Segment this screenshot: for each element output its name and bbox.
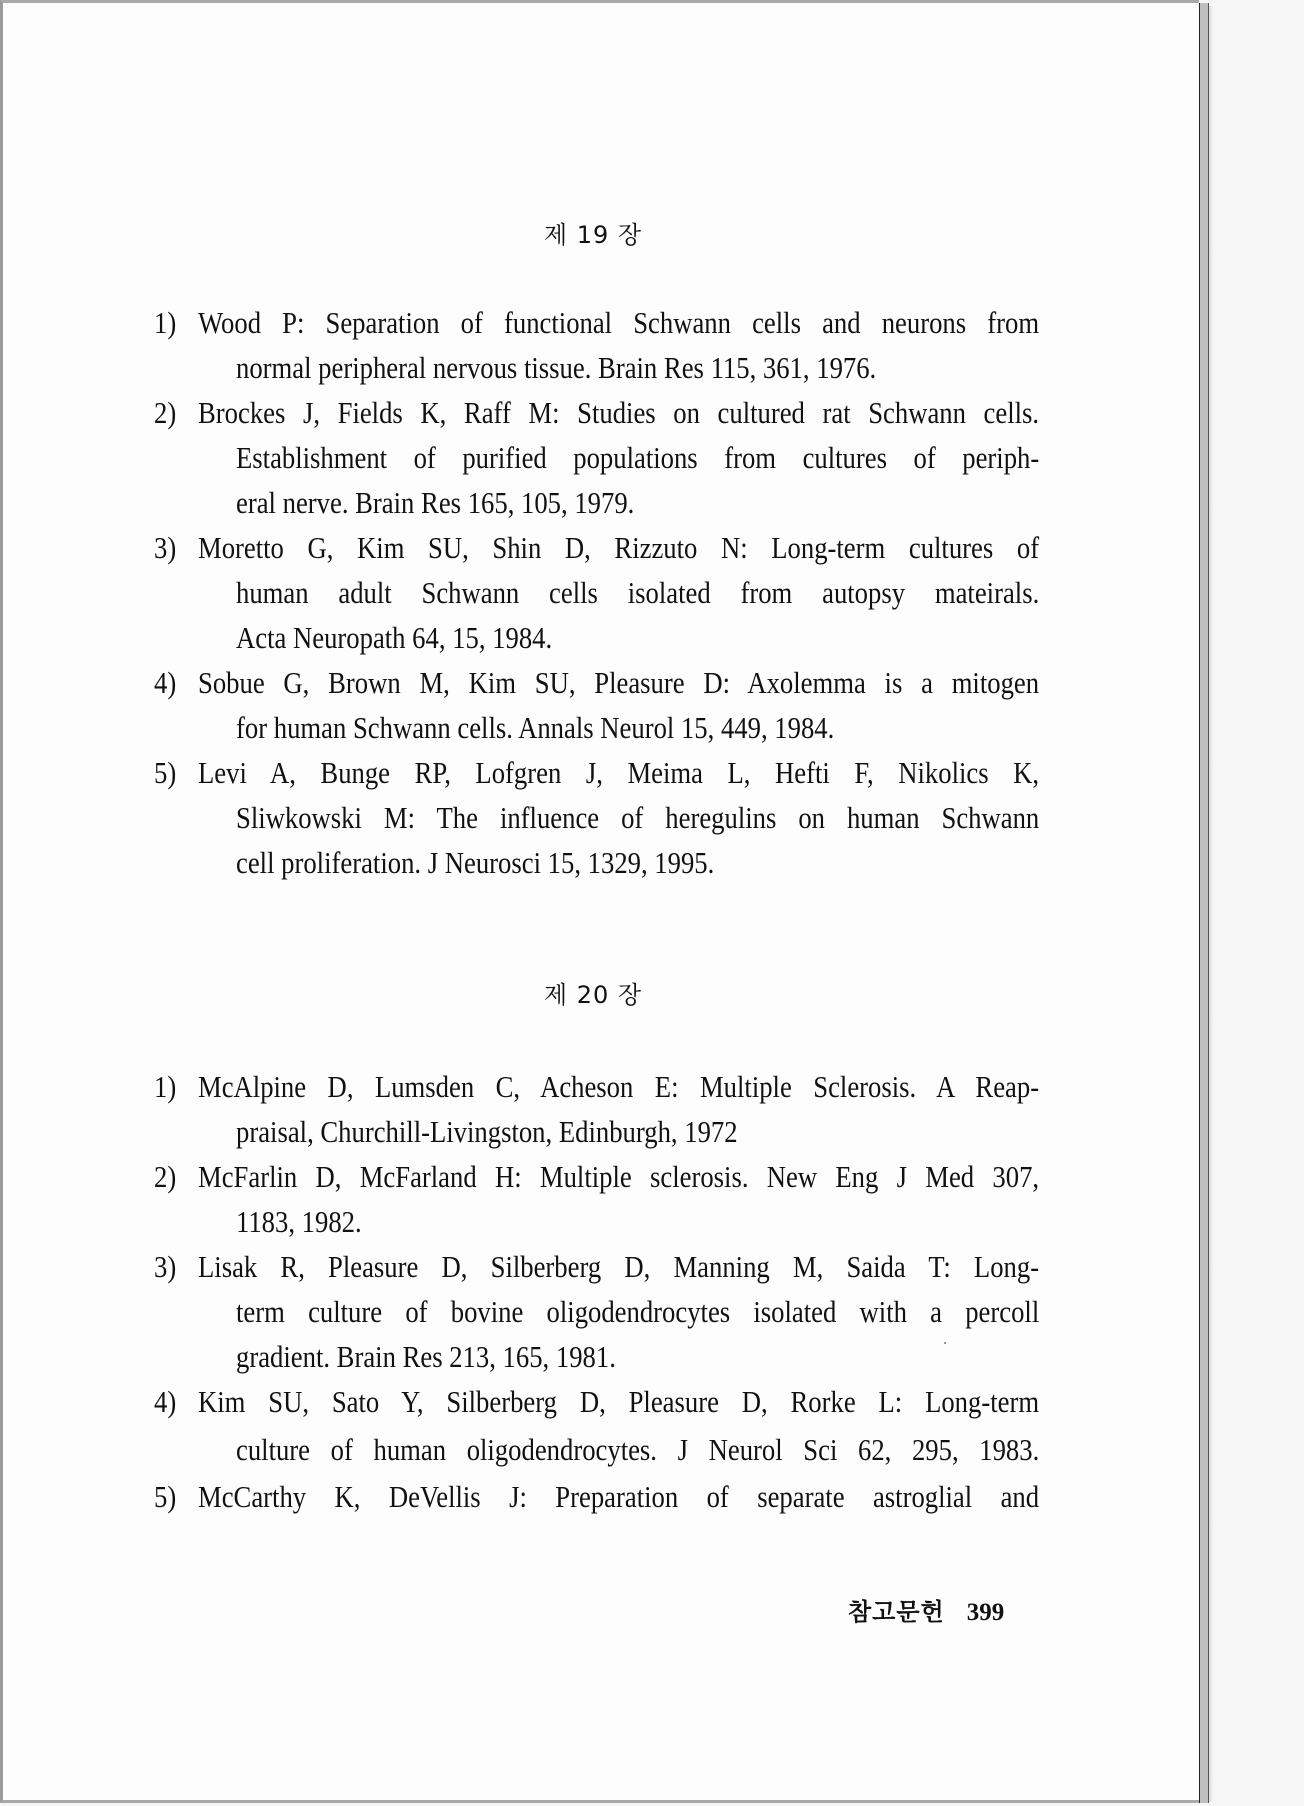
reference-number: 5)	[154, 1479, 177, 1514]
reference-line: human adult Schwann cells isolated from autopsy mateirals.	[236, 575, 1040, 610]
reference-line: McAlpine D, Lumsden C, Acheson E: Multiple Sclerosis. A Reap-	[198, 1069, 1040, 1104]
footer-section-label: 참고문헌	[848, 1598, 945, 1626]
reference-number: 5)	[154, 755, 177, 790]
reference-line: Levi A, Bunge RP, Lofgren J, Meima L, Hefti F, Nikolics K,	[198, 755, 1040, 790]
reference-line: McCarthy K, DeVellis J: Preparation of separate astroglial and	[198, 1479, 1040, 1514]
reference-line: Kim SU, Sato Y, Silberberg D, Pleasure D, Rorke L: Long-term	[198, 1384, 1040, 1419]
reference-line: Acta Neuropath 64, 15, 1984.	[236, 620, 553, 655]
reference-line: normal peripheral nervous tissue. Brain Res 115, 361, 1976.	[236, 350, 877, 385]
reference-number: 2)	[154, 395, 177, 430]
reference-line: eral nerve. Brain Res 165, 105, 1979.	[236, 485, 635, 520]
reference-line: Establishment of purified populations from cultures of periph-	[236, 440, 1040, 475]
reference-line: Moretto G, Kim SU, Shin D, Rizzuto N: Long-term cultures of	[198, 530, 1040, 565]
reference-number: 1)	[154, 1069, 177, 1104]
page-edge-shadow	[1209, 6, 1213, 1802]
reference-number: 4)	[154, 665, 177, 700]
reference-line: Wood P: Separation of functional Schwann cells and neurons from	[198, 305, 1040, 340]
reference-line: term culture of bovine oligodendrocytes isolated with a percoll	[236, 1294, 1040, 1329]
reference-line: cell proliferation. J Neurosci 15, 1329, 1995.	[236, 845, 715, 880]
reference-line: praisal, Churchill-Livingston, Edinburgh, 1972	[236, 1114, 738, 1149]
reference-line: 1183, 1982.	[236, 1204, 362, 1239]
chapter-19-heading: 제 19 장	[543, 221, 643, 249]
reference-line: culture of human oligodendrocytes. J Neurol Sci 62, 295, 1983.	[236, 1432, 1040, 1467]
page-number: 399	[966, 1599, 1005, 1626]
reference-line: Sobue G, Brown M, Kim SU, Pleasure D: Axolemma is a mitogen	[198, 665, 1040, 700]
reference-line: Lisak R, Pleasure D, Silberberg D, Manning M, Saida T: Long-	[198, 1249, 1040, 1284]
page-edge	[1199, 3, 1209, 1803]
page-footer	[848, 1597, 1004, 1628]
chapter-20-heading: 제 20 장	[543, 981, 643, 1009]
reference-line: for human Schwann cells. Annals Neurol 15, 449, 1984.	[236, 710, 835, 745]
scan-speck	[944, 1342, 946, 1344]
reference-number: 3)	[154, 1249, 177, 1284]
reference-number: 1)	[154, 305, 177, 340]
reference-number: 4)	[154, 1384, 177, 1419]
reference-line: gradient. Brain Res 213, 165, 1981.	[236, 1339, 616, 1374]
reference-line: Sliwkowski M: The influence of heregulins on human Schwann	[236, 800, 1040, 835]
reference-number: 2)	[154, 1159, 177, 1194]
reference-line: Brockes J, Fields K, Raff M: Studies on cultured rat Schwann cells.	[198, 395, 1040, 430]
reference-line: McFarlin D, McFarland H: Multiple sclerosis. New Eng J Med 307,	[198, 1159, 1040, 1194]
reference-number: 3)	[154, 530, 177, 565]
